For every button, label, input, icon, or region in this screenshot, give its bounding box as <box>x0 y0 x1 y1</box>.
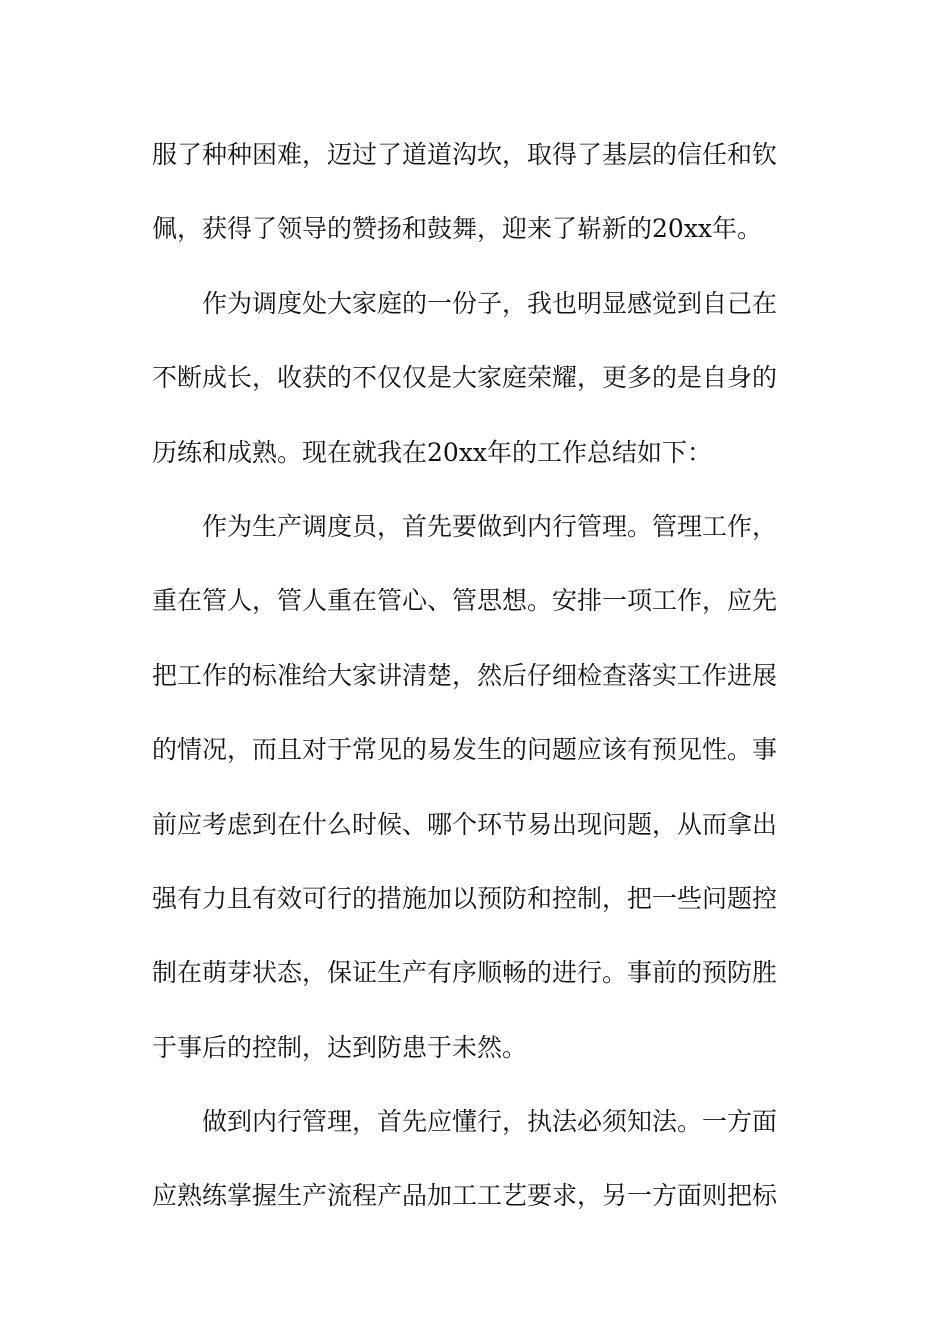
text-line: 历练和成熟。现在就我在20xx年的工作总结如下： <box>152 437 713 467</box>
text-line: 不断成长，收获的不仅仅是大家庭荣耀，更多的是自身的 <box>152 363 778 393</box>
text-line: 佩，获得了领导的赞扬和鼓舞，迎来了崭新的20xx年。 <box>152 214 763 244</box>
paragraph-first-line: 作为生产调度员，首先要做到内行管理。管理工作， <box>202 511 778 541</box>
paragraph-first-line: 作为调度处大家庭的一份子，我也明显感觉到自己在 <box>202 288 778 318</box>
text-line: 前应考虑到在什么时候、哪个环节易出现问题，从而拿出 <box>152 809 778 839</box>
text-line: 应熟练掌握生产流程产品加工工艺要求，另一方面则把标 <box>152 1181 778 1211</box>
document-body <box>152 118 792 1234</box>
text-line: 的情况，而且对于常见的易发生的问题应该有预见性。事 <box>152 735 778 765</box>
text-line: 于事后的控制，达到防患于未然。 <box>152 1032 528 1062</box>
text-line: 重在管人，管人重在管心、管思想。安排一项工作，应先 <box>152 586 778 616</box>
text-line: 把工作的标准给大家讲清楚，然后仔细检查落实工作进展 <box>152 660 778 690</box>
text-line: 制在萌芽状态，保证生产有序顺畅的进行。事前的预防胜 <box>152 958 778 988</box>
text-line: 强有力且有效可行的措施加以预防和控制，把一些问题控 <box>152 883 778 913</box>
paragraph-first-line: 做到内行管理，首先应懂行，执法必须知法。一方面 <box>202 1107 778 1137</box>
text-line: 服了种种困难，迈过了道道沟坎，取得了基层的信任和钦 <box>152 140 778 169</box>
